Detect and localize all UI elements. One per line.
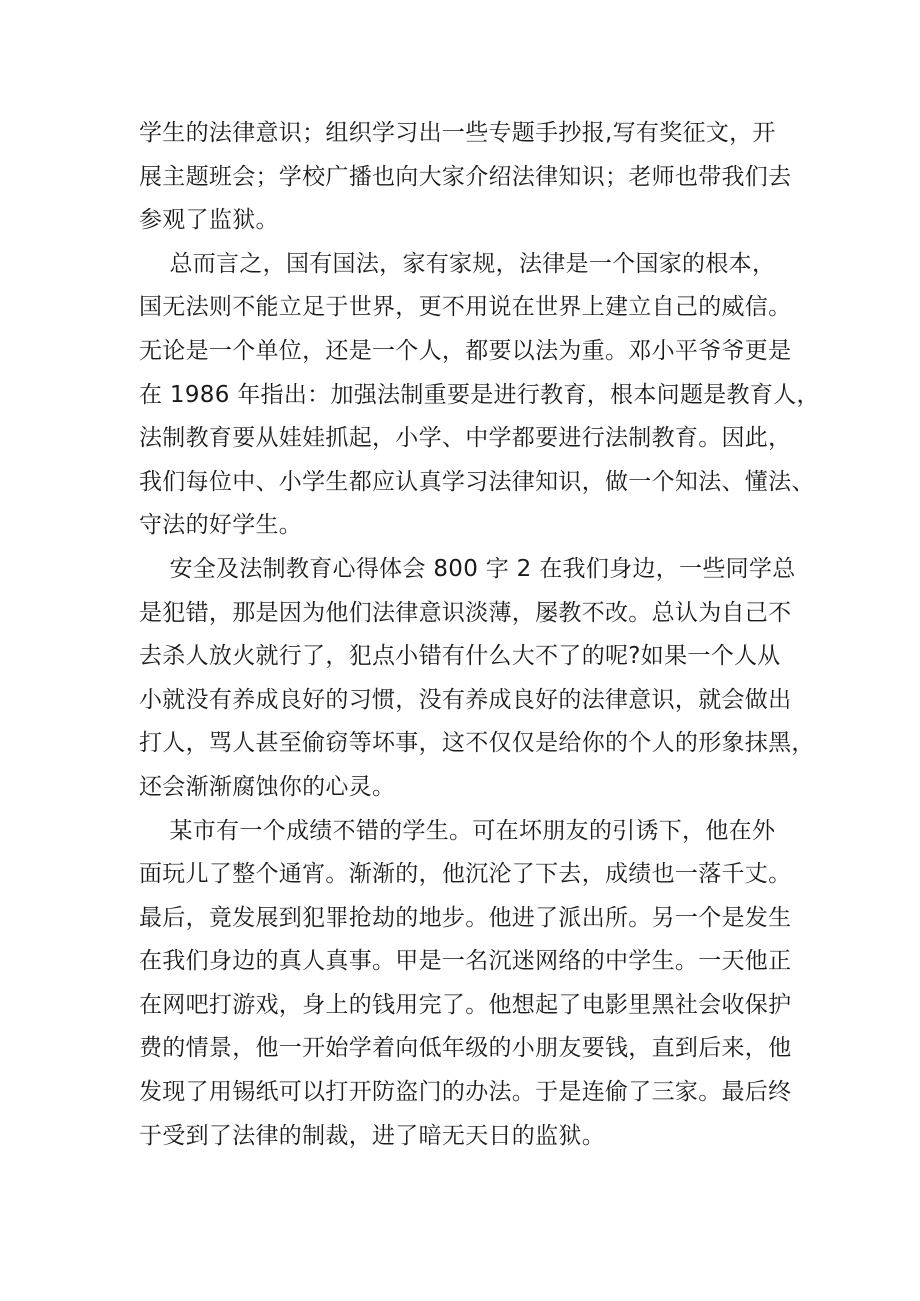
text-line: 最后，竟发展到犯罪抢劫的地步。他进了派出所。另一个是发生 (139, 904, 792, 931)
text-line: 去杀人放火就行了，犯点小错有什么大不了的呢?如果一个人从 (139, 643, 781, 670)
text-line: 是犯错，那是因为他们法律意识淡薄，屡教不改。总认为自己不 (139, 599, 792, 626)
text-line: 在 1986 年指出：加强法制重要是进行教育，根本问题是教育人， (139, 381, 820, 408)
text-line: 安全及法制教育心得体会 800 字 2 在我们身边，一些同学总 (139, 555, 796, 582)
text-line: 面玩儿了整个通宵。渐渐的，他沉沦了下去，成绩也一落千丈。 (139, 861, 792, 888)
text-line: 在网吧打游戏，身上的钱用完了。他想起了电影里黑社会收保护 (139, 991, 792, 1018)
text-line: 国无法则不能立足于世界，更不用说在世界上建立自己的威信。 (139, 294, 792, 321)
text-line: 小就没有养成良好的习惯，没有养成良好的法律意识，就会做出 (139, 686, 792, 713)
paragraph (139, 112, 809, 243)
text-line: 打人，骂人甚至偷窃等坏事，这不仅仅是给你的个人的形象抹黑， (139, 730, 815, 757)
paragraph (139, 810, 809, 1159)
paragraph (139, 243, 820, 548)
text-line: 参观了监狱。 (139, 207, 279, 234)
text-line: 展主题班会；学校广播也向大家介绍法律知识；老师也带我们去 (139, 163, 792, 190)
text-line: 无论是一个单位，还是一个人，都要以法为重。邓小平爷爷更是 (139, 337, 792, 364)
paragraph (139, 548, 815, 810)
text-line: 总而言之，国有国法，家有家规，法律是一个国家的根本， (139, 250, 776, 277)
text-line: 费的情景，他一开始学着向低年级的小朋友要钱，直到后来，他 (139, 1035, 792, 1062)
text-line: 我们每位中、小学生都应认真学习法律知识，做一个知法、懂法、 (139, 468, 815, 495)
document-body (139, 112, 820, 1158)
text-line: 在我们身边的真人真事。甲是一名沉迷网络的中学生。一天他正 (139, 948, 792, 975)
text-line: 还会渐渐腐蚀你的心灵。 (139, 773, 396, 800)
text-line: 守法的好学生。 (139, 512, 303, 539)
text-line: 某市有一个成绩不错的学生。可在坏朋友的引诱下，他在外 (139, 817, 776, 844)
text-line: 于受到了法律的制裁，进了暗无天日的监狱。 (139, 1122, 605, 1149)
text-line: 法制教育要从娃娃抓起，小学、中学都要进行法制教育。因此， (139, 425, 792, 452)
text-line: 学生的法律意识；组织学习出一些专题手抄报,写有奖征文，开 (139, 120, 776, 146)
text-line: 发现了用锡纸可以打开防盗门的办法。于是连偷了三家。最后终 (139, 1079, 792, 1106)
